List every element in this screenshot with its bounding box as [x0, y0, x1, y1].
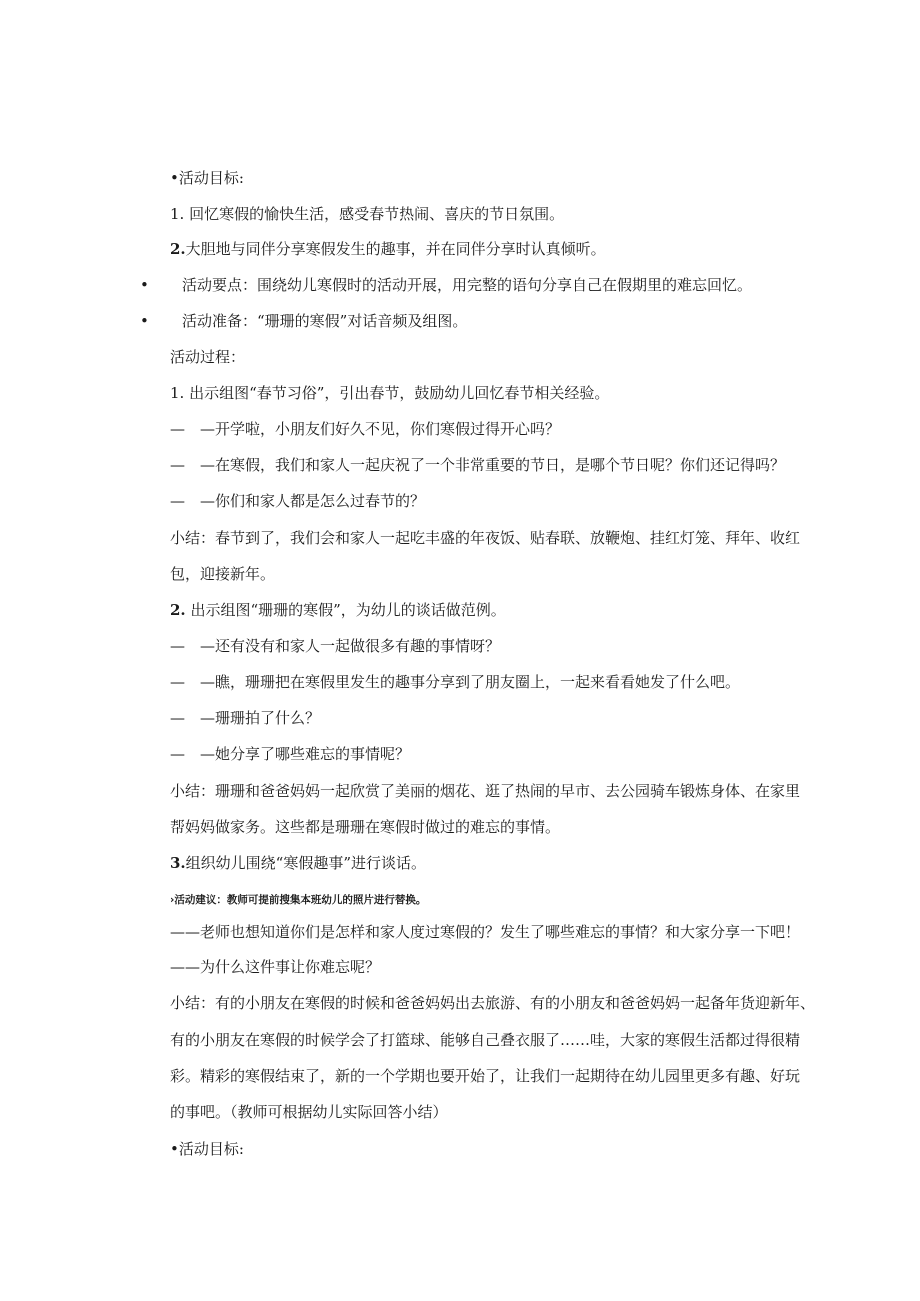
goal-2	[170, 239, 606, 259]
question-1-2: —在寒假，我们和家人一起庆祝了一个非常重要的节日，是哪个节日呢？你们还记得吗？	[200, 456, 786, 474]
question-2-4: —她分享了哪些难忘的事情呢？	[200, 745, 411, 763]
activity-suggestion: ›活动建议：教师可提前搜集本班幼儿的照片进行替换。	[170, 894, 427, 906]
dash-marker: —	[170, 637, 185, 655]
summary-3-line-3: 彩。精彩的寒假结束了，新的一个学期也要开始了，让我们一起期待在幼儿园里更多有趣、好玩	[170, 1067, 801, 1085]
goal-2-text: 大胆地与同伴分享寒假发生的趣事，并在同伴分享时认真倾听。	[185, 240, 606, 258]
step-3	[170, 853, 426, 873]
summary-2-line-2: 帮妈妈做家务。这些都是珊珊在寒假时做过的难忘的事情。	[170, 818, 561, 836]
step-1: 1. 出示组图“春节习俗”，引出春节，鼓励幼儿回忆春节相关经验。	[170, 384, 610, 402]
step-2-text: 出示组图“珊珊的寒假”，为幼儿的谈话做范例。	[185, 601, 506, 619]
question-2-2: —瞧，珊珊把在寒假里发生的趣事分享到了朋友圈上，一起来看看她发了什么吧。	[200, 673, 741, 691]
process-heading: 活动过程：	[170, 348, 246, 366]
dash-marker: —	[170, 420, 185, 438]
question-1-3: —你们和家人都是怎么过春节的？	[200, 492, 426, 510]
dash-marker: —	[170, 709, 185, 727]
goals-heading-repeat: •活动目标:	[170, 1140, 244, 1158]
dash-marker: —	[170, 456, 185, 474]
bullet-dot-icon: •	[140, 276, 149, 294]
question-3-1: ——老师也想知道你们是怎样和家人度过寒假的？发生了哪些难忘的事情？和大家分享一下吧！	[170, 923, 801, 941]
dash-marker: —	[170, 745, 185, 763]
summary-3-line-2: 有的小朋友在寒假的时候学会了打篮球、能够自己叠衣服了……哇，大家的寒假生活都过得很精	[170, 1031, 801, 1049]
step-3-text: 组织幼儿围绕“寒假趣事”进行谈话。	[185, 854, 427, 872]
summary-1-line-2: 包，迎接新年。	[170, 565, 276, 583]
key-points: 活动要点：围绕幼儿寒假时的活动开展，用完整的语句分享自己在假期里的难忘回忆。	[182, 276, 753, 294]
step-3-number: 3.	[170, 854, 186, 872]
summary-1-line-1: 小结：春节到了，我们会和家人一起吃丰盛的年夜饭、贴春联、放鞭炮、挂红灯笼、拜年、收红	[170, 529, 801, 547]
question-3-2: ——为什么这件事让你难忘呢？	[170, 958, 381, 976]
step-2-number: 2.	[170, 601, 186, 619]
summary-3-line-1: 小结：有的小朋友在寒假的时候和爸爸妈妈出去旅游、有的小朋友和爸爸妈妈一起备年货迎新年、	[170, 994, 816, 1012]
goals-heading: •活动目标:	[170, 169, 244, 187]
dash-marker: —	[170, 492, 185, 510]
question-1-1: —开学啦，小朋友们好久不见，你们寒假过得开心吗？	[200, 420, 561, 438]
goal-1: 1. 回忆寒假的愉快生活，感受春节热闹、喜庆的节日氛围。	[170, 205, 565, 223]
question-2-3: —珊珊拍了什么？	[200, 709, 321, 727]
preparation: 活动准备：“珊珊的寒假”对话音频及组图。	[182, 312, 468, 330]
step-2	[170, 600, 506, 620]
goal-2-number: 2.	[170, 240, 186, 258]
dash-marker: —	[170, 673, 185, 691]
summary-3-line-4: 的事吧。（教师可根据幼儿实际回答小结）	[170, 1103, 448, 1121]
summary-2-line-1: 小结：珊珊和爸爸妈妈一起欣赏了美丽的烟花、逛了热闹的早市、去公园骑车锻炼身体、在家里	[170, 782, 801, 800]
question-2-1: —还有没有和家人一起做很多有趣的事情呀？	[200, 637, 501, 655]
bullet-dot-icon: •	[140, 312, 149, 330]
